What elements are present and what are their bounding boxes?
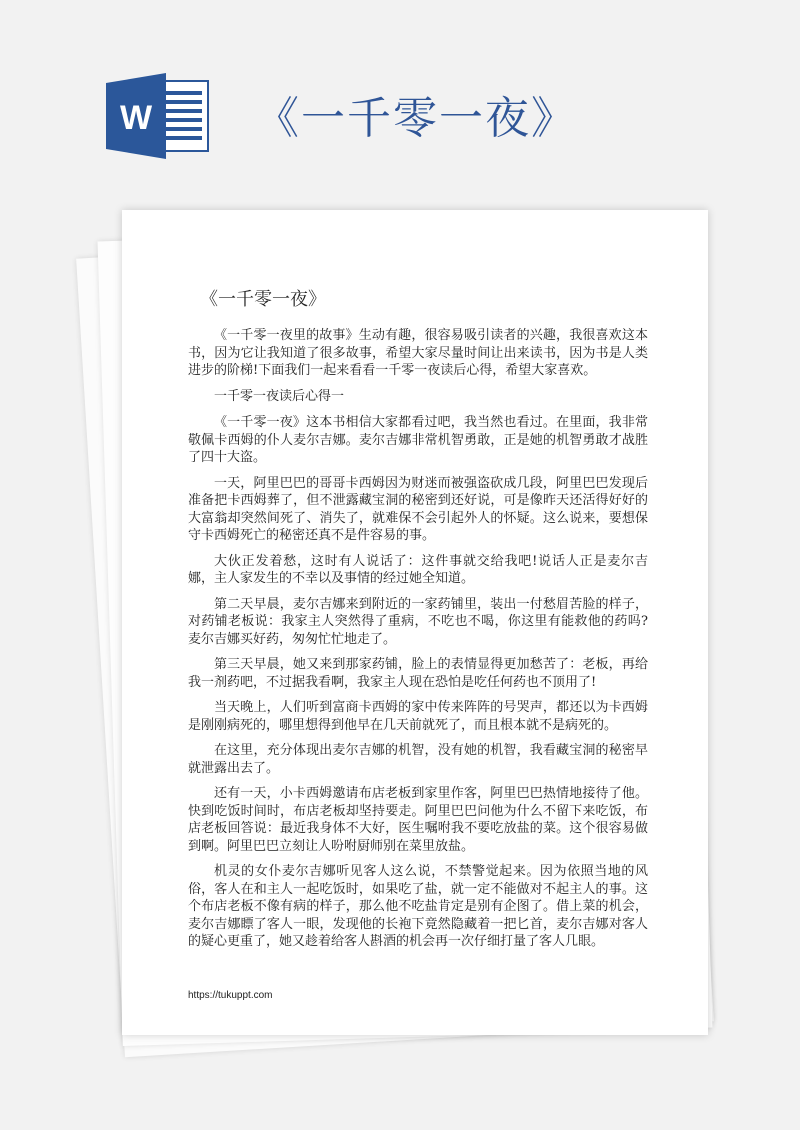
word-logo-letter: W — [119, 99, 153, 137]
header-title: 《一千零一夜》 — [255, 93, 577, 144]
section-heading: 一千零一夜读后心得一 — [214, 388, 345, 404]
document-body — [188, 327, 648, 959]
paragraph: 第二天早晨，麦尔吉娜来到附近的一家药铺里，装出一付愁眉苦脸的样子，对药铺老板说：我家主人突然得了重病，不吃也不喝，你这里有能救他的药吗?麦尔吉娜买好药，匆匆忙忙地走了。 — [188, 596, 648, 647]
paragraph: 《一千零一夜》这本书相信大家都看过吧，我当然也看过。在里面，我非常敬佩卡西姆的仆人麦尔吉娜。麦尔吉娜非常机智勇敢，正是她的机智勇敢才战胜了四十大盗。 — [188, 415, 648, 465]
paragraph: 一天，阿里巴巴的哥哥卡西姆因为财迷而被强盗砍成几段，阿里巴巴发现后准备把卡西姆葬了，但不泄露藏宝洞的秘密到还好说，可是像昨天还活得好好的大富翁却突然间死了、消失了，就难保不会引起外人的怀疑。这么说来，要想保守卡西姆死亡的秘密还真不是件容易的事。 — [188, 475, 648, 543]
paragraph: 还有一天，小卡西姆邀请布店老板到家里作客，阿里巴巴热情地接待了他。快到吃饭时间时，布店老板却坚持要走。阿里巴巴问他为什么不留下来吃饭，布店老板回答说：最近我身体不大好，医生嘱咐我不要吃放盐的菜。这个很容易做到啊。阿里巴巴立刻让人吩咐厨师别在菜里放盐。 — [188, 786, 648, 854]
paragraph: 当天晚上，人们听到富商卡西姆的家中传来阵阵的号哭声，都还以为卡西姆是刚刚病死的，哪里想得到他早在几天前就死了，而且根本就不是病死的。 — [188, 700, 648, 733]
document-page — [122, 210, 708, 1035]
paragraph: 大伙正发着愁，这时有人说话了：这件事就交给我吧!说话人正是麦尔吉娜，主人家发生的不幸以及事情的经过她全知道。 — [188, 553, 648, 586]
document-title: 《一千零一夜》 — [200, 289, 326, 310]
paragraph-intro: 《一千零一夜里的故事》生动有趣，很容易吸引读者的兴趣，我很喜欢这本书，因为它让我知道了很多故事，希望大家尽量时间让出来读书，因为书是人类进步的阶梯!下面我们一起来看看一千零一夜读后心得，希望大家喜欢。 — [188, 328, 648, 378]
paragraph: 第三天早晨，她又来到那家药铺，脸上的表情显得更加愁苦了：老板，再给我一剂药吧，不过据我看啊，我家主人现在恐怕是吃任何药也不顶用了! — [188, 657, 648, 690]
footer-url: https://tukuppt.com — [188, 990, 273, 1001]
paragraph: 在这里，充分体现出麦尔吉娜的机智，没有她的机智，我看藏宝洞的秘密早就泄露出去了。 — [188, 743, 648, 776]
word-logo-icon — [104, 73, 214, 159]
paragraph: 机灵的女仆麦尔吉娜听见客人这么说，不禁警觉起来。因为依照当地的风俗，客人在和主人一起吃饭时，如果吃了盐，就一定不能做对不起主人的事。这个布店老板不像有病的样子，那么他不吃盐肯定是别有企图了。借上菜的机会，麦尔吉娜瞟了客人一眼，发现他的长袍下竟然隐藏着一把匕首，麦尔吉娜对客人的疑心更重了，她又趁着给客人斟酒的机会再一次仔细打量了客人几眼。 — [188, 864, 648, 949]
